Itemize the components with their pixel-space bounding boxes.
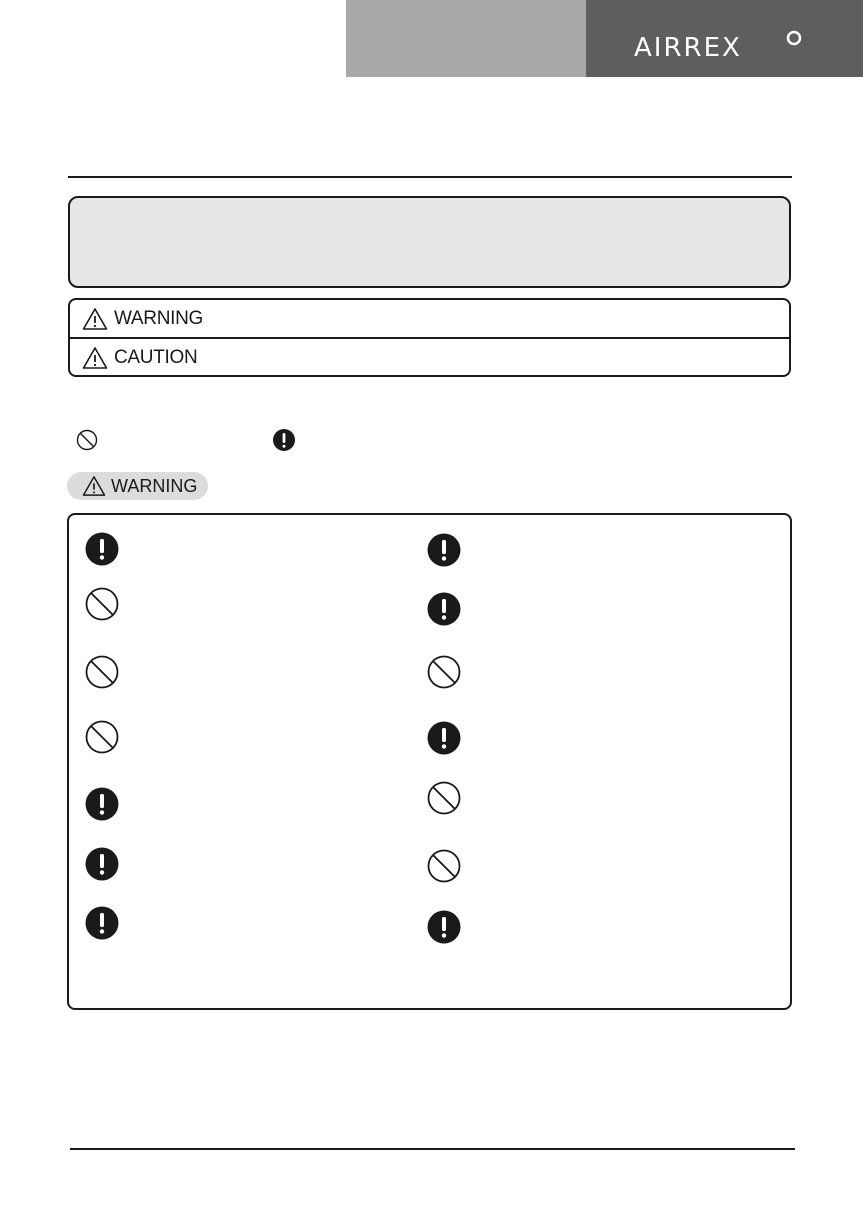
prohibited-icon [427,849,461,883]
legend-caution-label: CAUTION [114,346,198,368]
warning-section-title: WARNING [111,475,198,496]
legend-row-caution [70,339,789,376]
logo-ring-icon [785,29,805,49]
warning-triangle-icon [82,475,106,497]
hazard-legend [68,298,791,377]
top-divider [68,176,792,178]
legend-warning-label: WARNING [114,307,204,329]
warning-triangle-icon [82,307,108,331]
prohibited-icon [427,655,461,689]
warning-section-pill [67,472,208,500]
legend-row-warning [70,300,789,339]
mandatory-icon [272,428,296,452]
caution-triangle-icon [82,346,108,370]
mandatory-icon [85,532,119,566]
intro-box [68,196,791,288]
mandatory-icon [85,847,119,881]
mandatory-icon [427,592,461,626]
mandatory-icon [85,906,119,940]
mandatory-icon [427,910,461,944]
mandatory-icon [85,787,119,821]
prohibited-icon [85,655,119,689]
prohibited-icon [85,587,119,621]
mandatory-icon [427,533,461,567]
bottom-divider [70,1148,795,1150]
header-band-light [346,0,586,77]
prohibited-icon [85,720,119,754]
prohibited-icon [427,781,461,815]
prohibited-icon [76,429,98,451]
mandatory-icon [427,721,461,755]
brand-logo: AIRREX [634,33,742,63]
